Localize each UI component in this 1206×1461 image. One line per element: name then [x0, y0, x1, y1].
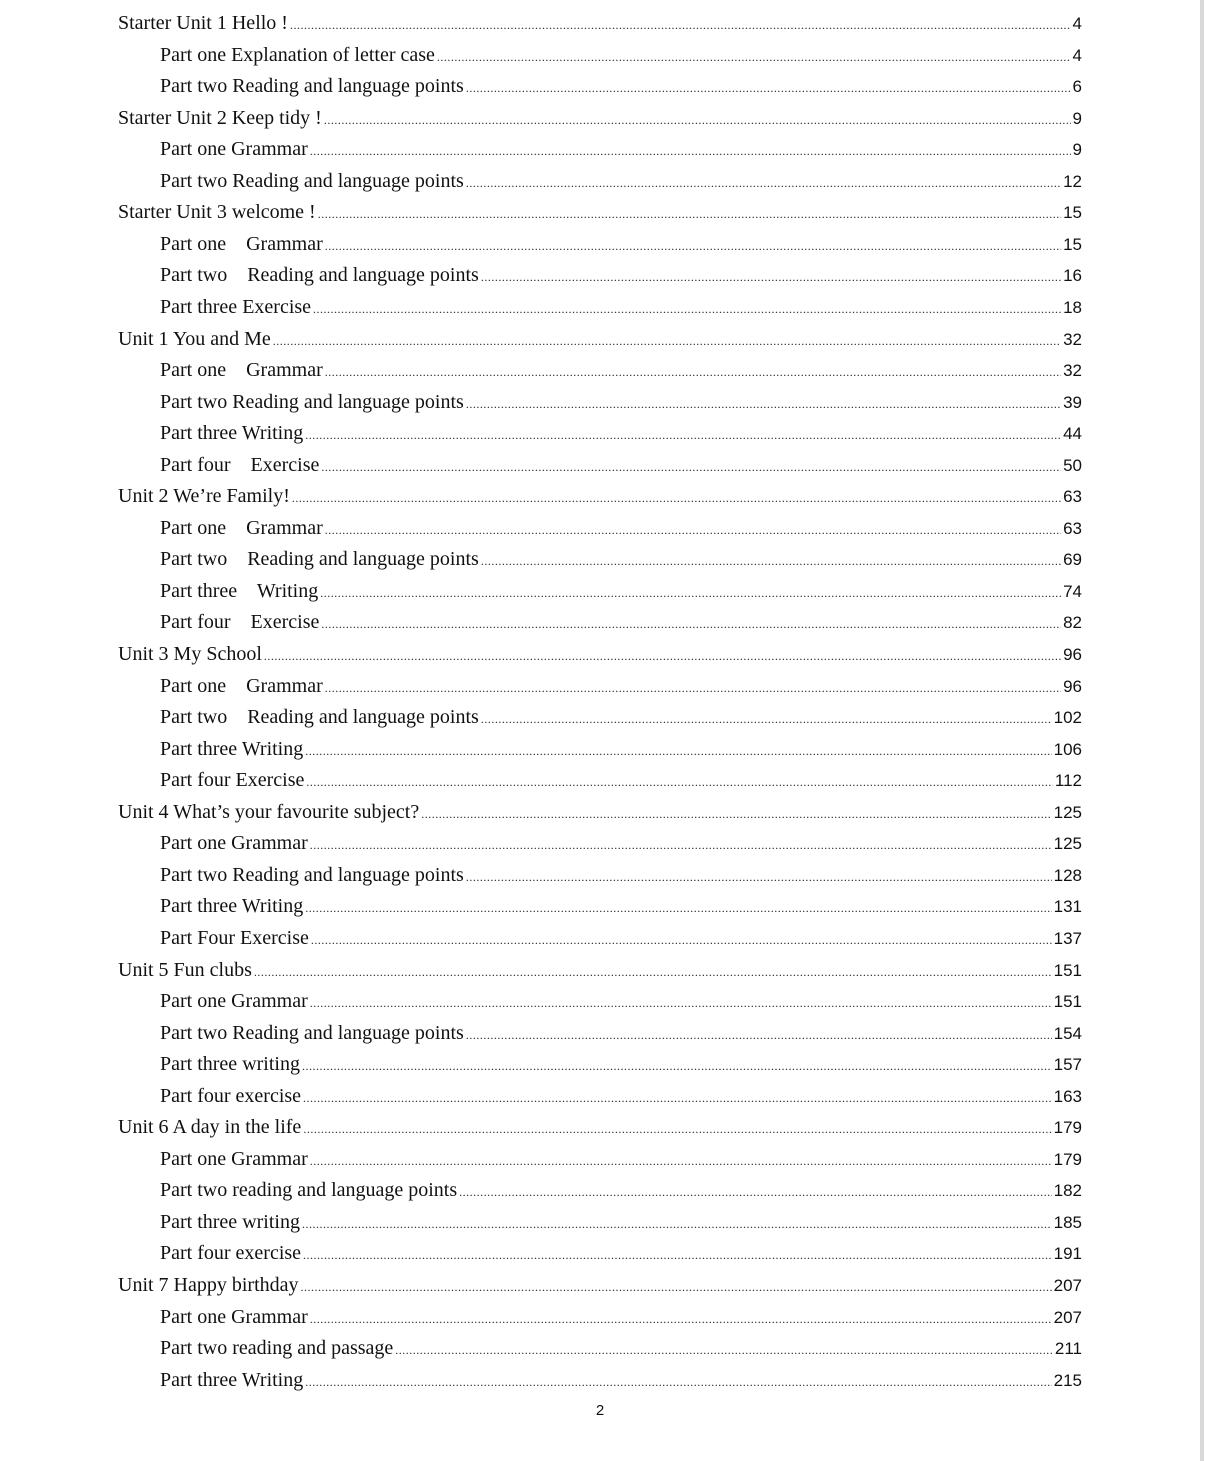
toc-entry-page: 154	[1053, 1023, 1082, 1043]
toc-entry-title: Part four exercise	[160, 1084, 302, 1107]
toc-part-entry[interactable]	[160, 229, 1082, 259]
dot-leader	[311, 925, 1052, 955]
toc-entry-page: 179	[1053, 1118, 1082, 1138]
toc-part-entry[interactable]	[160, 355, 1082, 385]
toc-entry-page: 163	[1053, 1086, 1082, 1106]
toc-part-entry[interactable]	[160, 891, 1082, 921]
toc-entry-title: Part three writing	[160, 1210, 300, 1233]
toc-entry-title: Part one Grammar	[160, 359, 323, 382]
toc-part-entry[interactable]	[160, 1207, 1082, 1237]
toc-part-entry[interactable]	[160, 1049, 1082, 1079]
toc-entry-title: Part three Writing	[160, 895, 304, 918]
toc-entry-title: Part one Grammar	[160, 674, 323, 697]
toc-entry-page: 151	[1053, 992, 1082, 1012]
toc-part-entry[interactable]	[160, 828, 1082, 858]
toc-entry-page: 128	[1053, 865, 1082, 885]
toc-entry-page: 6	[1072, 77, 1082, 97]
toc-unit-entry[interactable]	[118, 1270, 1082, 1300]
dot-leader	[302, 1051, 1052, 1081]
toc-entry-title: Part one Grammar	[160, 516, 323, 539]
toc-entry-page: 96	[1063, 676, 1082, 696]
toc-entry-title: Part one Grammar	[160, 138, 308, 161]
toc-unit-entry[interactable]	[118, 324, 1082, 354]
toc-entry-title: Part three Writing	[160, 579, 319, 602]
toc-entry-page: 44	[1063, 424, 1082, 444]
dot-leader	[305, 893, 1051, 923]
toc-entry-page: 15	[1063, 234, 1082, 254]
dot-leader	[292, 483, 1061, 513]
toc-entry-page: 102	[1053, 708, 1082, 728]
toc-entry-page: 15	[1063, 203, 1082, 223]
dot-leader	[320, 578, 1061, 608]
dot-leader	[273, 326, 1061, 356]
toc-unit-entry[interactable]	[118, 481, 1082, 511]
dot-leader	[437, 42, 1071, 72]
toc-entry-page: 63	[1063, 518, 1082, 538]
toc-entry-title: Starter Unit 1 Hello !	[118, 12, 288, 34]
toc-entry-title: Part two Reading and language points	[160, 1021, 464, 1044]
toc-part-entry[interactable]	[160, 702, 1082, 732]
dot-leader	[325, 673, 1061, 703]
toc-part-entry[interactable]	[160, 607, 1082, 637]
toc-entry-title: Unit 3 My School	[118, 643, 262, 665]
toc-part-entry[interactable]	[160, 260, 1082, 290]
dot-leader	[310, 1146, 1052, 1176]
toc-entry-title: Unit 1 You and Me	[118, 327, 271, 350]
toc-entry-title: Part two reading and language points	[160, 1179, 458, 1202]
dot-leader	[310, 136, 1071, 166]
toc-entry-title: Unit 7 Happy birthday	[118, 1274, 299, 1296]
toc-entry-title: Part Four Exercise	[160, 926, 309, 949]
toc-entry-title: Part four Exercise	[160, 611, 320, 634]
toc-entry-title: Part two Reading and language points	[160, 548, 479, 571]
toc-entry-page: 50	[1063, 455, 1082, 475]
dot-leader	[321, 609, 1061, 639]
dot-leader	[305, 736, 1051, 766]
dot-leader	[301, 1272, 1052, 1302]
dot-leader	[481, 704, 1052, 734]
toc-entry-title: Part two Reading and language points	[160, 706, 479, 729]
toc-entry-page: 207	[1053, 1307, 1082, 1327]
toc-entry-page: 112	[1054, 771, 1082, 791]
dot-leader	[313, 294, 1061, 324]
toc-entry-page: 125	[1053, 802, 1082, 822]
toc-entry-title: Part three Writing	[160, 422, 304, 445]
toc-part-entry[interactable]	[160, 576, 1082, 606]
toc-part-entry[interactable]	[160, 860, 1082, 890]
toc-entry-page: 9	[1072, 108, 1082, 128]
toc-entry-page: 106	[1053, 739, 1082, 759]
toc-entry-title: Part three Writing	[160, 1368, 304, 1391]
toc-entry-page: 96	[1063, 645, 1082, 664]
dot-leader	[306, 767, 1053, 797]
dot-leader	[310, 830, 1052, 860]
toc-entry-title: Part one Grammar	[160, 832, 308, 855]
toc-entry-page: 18	[1063, 297, 1082, 317]
dot-leader	[318, 199, 1061, 229]
toc-entry-page: 185	[1053, 1212, 1082, 1232]
toc-entry-title: Unit 6 A day in the life	[118, 1116, 302, 1139]
toc-entry-page: 131	[1053, 897, 1082, 917]
dot-leader	[466, 73, 1071, 103]
toc-part-entry[interactable]	[160, 923, 1082, 953]
toc-part-entry[interactable]	[160, 166, 1082, 196]
toc-entry-page: 191	[1053, 1244, 1082, 1264]
toc-entry-title: Unit 5 Fun clubs	[118, 958, 252, 981]
dot-leader	[303, 1240, 1052, 1270]
toc-entry-page: 12	[1063, 171, 1082, 191]
toc-entry-title: Part two Reading and language points	[160, 264, 479, 287]
dot-leader	[325, 515, 1061, 545]
dot-leader	[466, 862, 1052, 892]
toc-entry-page: 32	[1063, 329, 1082, 349]
toc-part-entry[interactable]	[160, 1333, 1082, 1363]
toc-entry-page: 137	[1053, 928, 1082, 948]
toc-part-entry[interactable]	[160, 671, 1082, 701]
toc-unit-entry[interactable]	[118, 103, 1082, 133]
toc-entry-page: 69	[1063, 550, 1082, 570]
toc-part-entry[interactable]	[160, 71, 1082, 101]
page-edge	[1200, 0, 1204, 1461]
dot-leader	[466, 168, 1061, 198]
dot-leader	[395, 1335, 1053, 1365]
toc-entry-title: Part four exercise	[160, 1242, 302, 1265]
dot-leader	[303, 1114, 1051, 1144]
toc-unit-entry[interactable]	[118, 1112, 1082, 1142]
dot-leader	[305, 420, 1061, 450]
toc-entry-title: Part one Grammar	[160, 1147, 308, 1170]
toc-entry-title: Part four Exercise	[160, 769, 305, 792]
dot-leader	[302, 1209, 1052, 1239]
toc-entry-page: 207	[1053, 1276, 1082, 1295]
toc-entry-title: Unit 2 We’re Family!	[118, 485, 290, 508]
toc-part-entry[interactable]	[160, 1144, 1082, 1174]
toc-entry-page: 4	[1072, 45, 1082, 65]
toc-part-entry[interactable]	[160, 450, 1082, 480]
toc-entry-title: Part two Reading and language points	[160, 863, 464, 886]
toc-part-entry[interactable]	[160, 1302, 1082, 1332]
toc-part-entry[interactable]	[160, 387, 1082, 417]
toc-entry-title: Part two Reading and language points	[160, 390, 464, 413]
toc-part-entry[interactable]	[160, 1238, 1082, 1268]
toc-entry-title: Starter Unit 3 welcome !	[118, 201, 316, 224]
toc-part-entry[interactable]	[160, 40, 1082, 70]
toc-part-entry[interactable]	[160, 765, 1082, 795]
dot-leader	[481, 546, 1061, 576]
toc-entry-page: 32	[1063, 361, 1082, 381]
toc-part-entry[interactable]	[160, 134, 1082, 164]
toc-unit-entry[interactable]	[118, 639, 1082, 669]
toc-entry-title: Part one Grammar	[160, 1305, 308, 1328]
toc-entry-title: Part one Grammar	[160, 232, 323, 255]
toc-entry-title: Part two Reading and language points	[160, 75, 464, 98]
dot-leader	[459, 1177, 1051, 1207]
toc-entry-title: Part one Explanation of letter case	[160, 43, 435, 66]
toc-entry-page: 63	[1063, 487, 1082, 507]
toc-part-entry[interactable]	[160, 513, 1082, 543]
dot-leader	[305, 1367, 1051, 1397]
toc-entry-title: Part three writing	[160, 1053, 300, 1076]
dot-leader	[325, 357, 1061, 387]
toc-entry-page: 151	[1053, 960, 1082, 980]
page-number: 2	[595, 1402, 605, 1419]
toc-unit-entry[interactable]	[118, 8, 1082, 38]
toc-entry-title: Starter Unit 2 Keep tidy !	[118, 106, 322, 129]
toc-unit-entry[interactable]	[118, 197, 1082, 227]
toc-entry-title: Part three Exercise	[160, 295, 312, 318]
toc-entry-title: Unit 4 What’s your favourite subject?	[118, 800, 420, 823]
toc-unit-entry[interactable]	[118, 955, 1082, 985]
toc-entry-title: Part two reading and passage	[160, 1337, 394, 1360]
toc-part-entry[interactable]	[160, 292, 1082, 322]
toc-part-entry[interactable]	[160, 418, 1082, 448]
toc-part-entry[interactable]	[160, 544, 1082, 574]
toc-part-entry[interactable]	[160, 1365, 1082, 1395]
toc-part-entry[interactable]	[160, 734, 1082, 764]
toc-entry-page: 179	[1053, 1149, 1082, 1169]
toc-entry-page: 215	[1053, 1370, 1082, 1390]
toc-entry-page: 9	[1072, 140, 1082, 160]
toc-entry-title: Part two Reading and language points	[160, 169, 464, 192]
toc-entry-page: 211	[1054, 1339, 1082, 1359]
dot-leader	[324, 105, 1071, 135]
toc-entry-page: 125	[1053, 834, 1082, 854]
dot-leader	[303, 1083, 1052, 1113]
toc-entry-page: 182	[1053, 1181, 1082, 1201]
dot-leader	[310, 1304, 1052, 1334]
toc-entry-page: 157	[1053, 1055, 1082, 1075]
dot-leader	[254, 957, 1052, 987]
dot-leader	[290, 10, 1071, 40]
dot-leader	[421, 799, 1051, 829]
toc-part-entry[interactable]	[160, 1018, 1082, 1048]
dot-leader	[466, 389, 1061, 419]
toc-entry-title: Part one Grammar	[160, 990, 308, 1013]
toc-entry-page: 16	[1063, 266, 1082, 286]
toc-entry-title: Part three Writing	[160, 737, 304, 760]
dot-leader	[481, 262, 1061, 292]
toc-part-entry[interactable]	[160, 1081, 1082, 1111]
toc-unit-entry[interactable]	[118, 797, 1082, 827]
toc-part-entry[interactable]	[160, 1175, 1082, 1205]
toc-entry-page: 4	[1072, 14, 1082, 33]
dot-leader	[325, 231, 1061, 261]
dot-leader	[466, 1020, 1052, 1050]
dot-leader	[321, 452, 1061, 482]
toc-entry-title: Part four Exercise	[160, 453, 320, 476]
toc-part-entry[interactable]	[160, 986, 1082, 1016]
dot-leader	[264, 641, 1061, 671]
dot-leader	[310, 988, 1052, 1018]
toc-entry-page: 39	[1063, 392, 1082, 412]
toc-entry-page: 74	[1063, 581, 1082, 601]
toc-entry-page: 82	[1063, 613, 1082, 633]
